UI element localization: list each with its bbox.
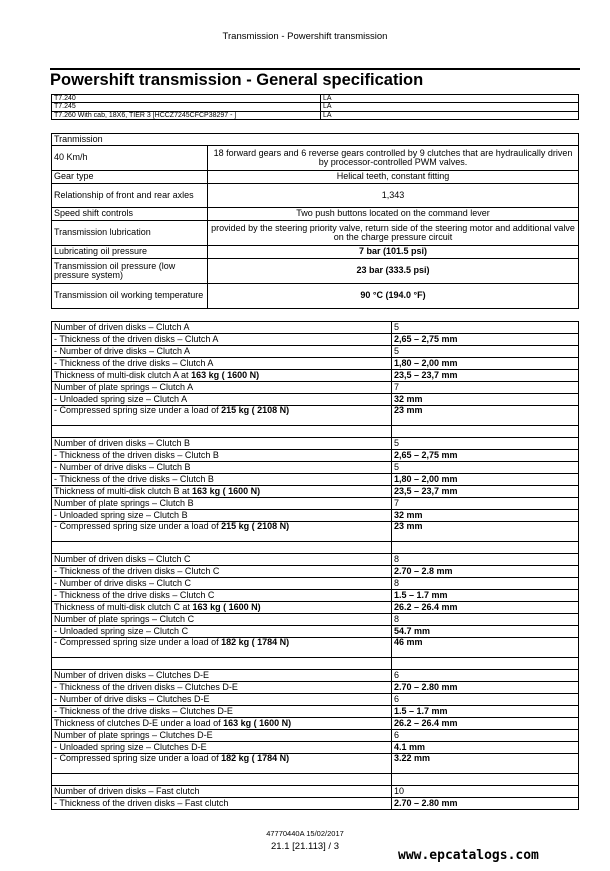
clutch-spec-value: 1.5 – 1.7 mm: [392, 706, 579, 718]
region-cell: LA: [321, 111, 579, 119]
table-row: [52, 462, 579, 474]
spec-label: Transmission oil working temperature: [52, 284, 208, 309]
table-row: [52, 259, 579, 284]
clutch-spec-label: Number of plate springs – Clutch A: [52, 382, 392, 394]
spacer-cell: [52, 658, 392, 670]
clutch-spec-label: - Thickness of the driven disks – Clutch A: [52, 334, 392, 346]
region-cell: LA: [321, 95, 579, 103]
clutch-spec-label: - Thickness of the drive disks – Clutch C: [52, 590, 392, 602]
spec-value: 1,343: [208, 184, 579, 208]
clutch-spec-label: - Compressed spring size under a load of 182 kg ( 1784 N): [52, 638, 392, 658]
clutch-spec-label: - Number of drive disks – Clutch C: [52, 578, 392, 590]
clutch-spec-label: Thickness of clutches D-E under a load of 163 kg ( 1600 N): [52, 718, 392, 730]
clutch-spec-label: Thickness of multi-disk clutch C at 163 kg ( 1600 N): [52, 602, 392, 614]
spacer-cell: [392, 774, 579, 786]
clutch-spec-value: 8: [392, 578, 579, 590]
clutch-spec-label: Number of plate springs – Clutches D-E: [52, 730, 392, 742]
table-row: [52, 208, 579, 221]
clutch-spec-label: - Unloaded spring size – Clutch C: [52, 626, 392, 638]
table-row: [52, 498, 579, 510]
clutch-spec-label: - Number of drive disks – Clutch A: [52, 346, 392, 358]
clutch-spec-label: - Unloaded spring size – Clutch A: [52, 394, 392, 406]
spec-value: 23 bar (333.5 psi): [208, 259, 579, 284]
table-row: [52, 742, 579, 754]
table-row: [52, 358, 579, 370]
clutch-spec-value: 5: [392, 322, 579, 334]
model-applicability-table: [51, 94, 579, 120]
clutch-spec-value: 3.22 mm: [392, 754, 579, 774]
model-cell: T7.240: [52, 95, 321, 103]
clutch-spec-value: 1.5 – 1.7 mm: [392, 590, 579, 602]
watermark: www.epcatalogs.com: [398, 848, 539, 863]
clutch-spec-label: Thickness of multi-disk clutch A at 163 kg ( 1600 N): [52, 370, 392, 382]
clutch-spec-label: - Unloaded spring size – Clutches D-E: [52, 742, 392, 754]
table-row: [52, 578, 579, 590]
table-row: [52, 626, 579, 638]
clutch-spec-value: 23,5 – 23,7 mm: [392, 486, 579, 498]
table-row: [52, 474, 579, 486]
table-row: [52, 602, 579, 614]
table-row: [52, 382, 579, 394]
table-row: [52, 322, 579, 334]
clutch-spec-label: Number of plate springs – Clutch B: [52, 498, 392, 510]
clutch-spec-label: - Thickness of the drive disks – Clutch A: [52, 358, 392, 370]
table-row: [52, 754, 579, 774]
table-row: [52, 638, 579, 658]
clutch-spec-value: 8: [392, 614, 579, 626]
spacer-cell: [392, 426, 579, 438]
table-row: [52, 510, 579, 522]
spacer-cell: [392, 658, 579, 670]
clutch-spec-value: 2.70 – 2.80 mm: [392, 798, 579, 810]
table-row: [52, 522, 579, 542]
clutch-spec-label: - Thickness of the driven disks – Clutches D-E: [52, 682, 392, 694]
table-row: [52, 406, 579, 426]
table-row: [52, 590, 579, 602]
clutch-spec-value: 54.7 mm: [392, 626, 579, 638]
spec-label: Transmission lubrication: [52, 221, 208, 246]
spacer-cell: [52, 774, 392, 786]
spec-label: Relationship of front and rear axles: [52, 184, 208, 208]
clutch-spec-value: 32 mm: [392, 510, 579, 522]
spacer-row: [52, 774, 579, 786]
table-row: [52, 184, 579, 208]
table-row: [52, 670, 579, 682]
spacer-cell: [52, 542, 392, 554]
table-row: [52, 450, 579, 462]
clutch-spec-label: Thickness of multi-disk clutch B at 163 kg ( 1600 N): [52, 486, 392, 498]
table-row: [52, 334, 579, 346]
clutch-spec-label: Number of driven disks – Clutch A: [52, 322, 392, 334]
clutch-spec-value: 26.2 – 26.4 mm: [392, 718, 579, 730]
spec-label: Transmission oil pressure (low pressure system): [52, 259, 208, 284]
clutch-spec-label: - Number of drive disks – Clutch B: [52, 462, 392, 474]
table-row: [52, 682, 579, 694]
document-code: 47770440A 15/02/2017: [266, 829, 344, 838]
clutch-spec-value: 23,5 – 23,7 mm: [392, 370, 579, 382]
clutch-spec-label: - Unloaded spring size – Clutch B: [52, 510, 392, 522]
spec-value: Helical teeth, constant fitting: [208, 171, 579, 184]
clutch-spec-value: 46 mm: [392, 638, 579, 658]
spec-value: Two push buttons located on the command lever: [208, 208, 579, 221]
spec-label: Tranmission: [52, 134, 208, 146]
clutch-spec-label: - Thickness of the driven disks – Clutch B: [52, 450, 392, 462]
spec-value: 90 °C (194.0 °F): [208, 284, 579, 309]
clutch-spec-label: Number of driven disks – Clutch C: [52, 554, 392, 566]
clutch-spec-value: 26.2 – 26.4 mm: [392, 602, 579, 614]
clutch-spec-value: 5: [392, 438, 579, 450]
model-cell: T7.245: [52, 103, 321, 111]
model-cell: T7.260 With cab, 18X6, TIER 3 [HCCZ7245CFCP38297 - ]: [52, 111, 321, 119]
clutch-spec-value: 2.70 – 2.8 mm: [392, 566, 579, 578]
page-reference: 21.1 [21.113] / 3: [271, 841, 339, 852]
spec-label: Speed shift controls: [52, 208, 208, 221]
spec-label: 40 Km/h: [52, 146, 208, 171]
table-row: [52, 566, 579, 578]
clutch-spec-table: [51, 321, 579, 810]
clutch-spec-value: 23 mm: [392, 522, 579, 542]
clutch-spec-value: 5: [392, 462, 579, 474]
table-row: [52, 394, 579, 406]
clutch-spec-label: Number of plate springs – Clutch C: [52, 614, 392, 626]
clutch-spec-value: 2.70 – 2.80 mm: [392, 682, 579, 694]
region-cell: LA: [321, 103, 579, 111]
clutch-spec-label: - Compressed spring size under a load of 215 kg ( 2108 N): [52, 406, 392, 426]
table-row: [52, 221, 579, 246]
table-row: [52, 798, 579, 810]
spec-value: 7 bar (101.5 psi): [208, 246, 579, 259]
clutch-spec-label: - Thickness of the driven disks – Clutch C: [52, 566, 392, 578]
spacer-row: [52, 542, 579, 554]
table-row: [52, 694, 579, 706]
table-row: [52, 284, 579, 309]
table-row: [52, 95, 579, 103]
clutch-spec-value: 1,80 – 2,00 mm: [392, 474, 579, 486]
clutch-spec-label: Number of driven disks – Fast clutch: [52, 786, 392, 798]
clutch-spec-label: - Number of drive disks – Clutches D-E: [52, 694, 392, 706]
clutch-spec-label: - Compressed spring size under a load of 215 kg ( 2108 N): [52, 522, 392, 542]
clutch-spec-value: 23 mm: [392, 406, 579, 426]
clutch-spec-value: 2,65 – 2,75 mm: [392, 450, 579, 462]
general-spec-table: [51, 133, 579, 309]
table-row: [52, 554, 579, 566]
spacer-cell: [52, 426, 392, 438]
table-row: [52, 614, 579, 626]
clutch-spec-value: 7: [392, 382, 579, 394]
table-row: [52, 730, 579, 742]
table-row: [52, 111, 579, 119]
spec-label: Lubricating oil pressure: [52, 246, 208, 259]
table-row: [52, 438, 579, 450]
clutch-spec-label: - Thickness of the drive disks – Clutches D-E: [52, 706, 392, 718]
clutch-spec-value: 6: [392, 730, 579, 742]
table-row: [52, 171, 579, 184]
table-row: [52, 786, 579, 798]
page-title: Powershift transmission - General specification: [50, 68, 580, 90]
clutch-spec-label: Number of driven disks – Clutch B: [52, 438, 392, 450]
clutch-spec-label: - Thickness of the driven disks – Fast clutch: [52, 798, 392, 810]
table-row: [52, 370, 579, 382]
spacer-row: [52, 426, 579, 438]
clutch-spec-value: 8: [392, 554, 579, 566]
table-row: [52, 246, 579, 259]
running-header: Transmission - Powershift transmission: [222, 31, 388, 42]
clutch-spec-label: Number of driven disks – Clutches D-E: [52, 670, 392, 682]
clutch-spec-label: - Compressed spring size under a load of 182 kg ( 1784 N): [52, 754, 392, 774]
table-row: [52, 718, 579, 730]
spec-value: provided by the steering priority valve, return side of the steering motor and additional valve on the charge pressure circuit: [208, 221, 579, 246]
table-row: [52, 486, 579, 498]
table-row: [52, 146, 579, 171]
table-row: [52, 103, 579, 111]
spacer-cell: [392, 542, 579, 554]
clutch-spec-value: 2,65 – 2,75 mm: [392, 334, 579, 346]
clutch-spec-value: 5: [392, 346, 579, 358]
clutch-spec-value: 4.1 mm: [392, 742, 579, 754]
table-row: [52, 346, 579, 358]
clutch-spec-value: 32 mm: [392, 394, 579, 406]
clutch-spec-value: 6: [392, 694, 579, 706]
clutch-spec-value: 6: [392, 670, 579, 682]
spec-value: 18 forward gears and 6 reverse gears controlled by 9 clutches that are hydraulically driven by processor-controlled PWM valves.: [208, 146, 579, 171]
table-row: [52, 706, 579, 718]
table-row: [52, 134, 579, 146]
clutch-spec-value: 1,80 – 2,00 mm: [392, 358, 579, 370]
clutch-spec-value: 10: [392, 786, 579, 798]
clutch-spec-value: 7: [392, 498, 579, 510]
spacer-row: [52, 658, 579, 670]
clutch-spec-label: - Thickness of the drive disks – Clutch B: [52, 474, 392, 486]
spec-label: Gear type: [52, 171, 208, 184]
spec-value: [208, 134, 579, 146]
